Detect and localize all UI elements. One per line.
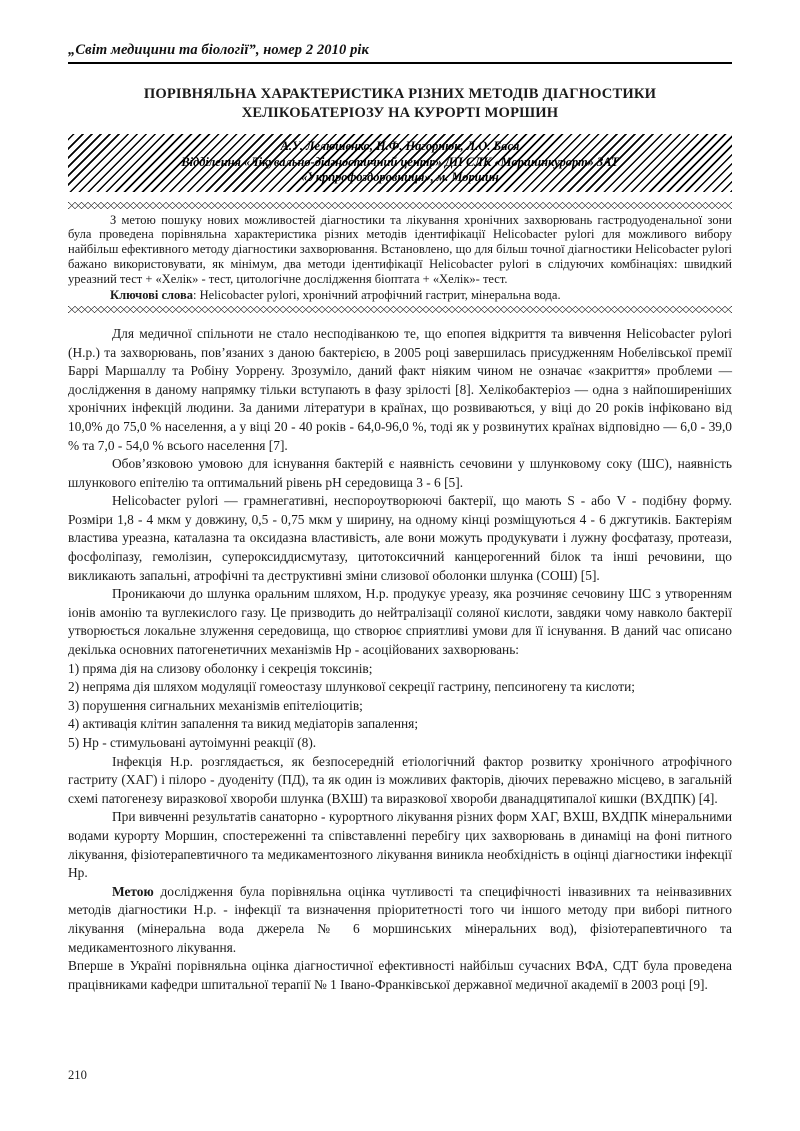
running-head: „Світ медицини та біології”, номер 2 2010 рік [68, 42, 369, 58]
authors-affiliation-text [68, 139, 732, 186]
author-list: А.У. Лелюшенко, Н.Ф. Нагорнюк, Л.О. Бася [280, 139, 520, 153]
abstract-text: З метою пошуку нових можливостей діагностики та лікування хронічних захворювань гастродуоденальної зони була проведена порівняльна характеристика різних методів ідентифікації Helicobacter pylori для можливого вибору найбільш ефективного методу діагностики захворювання. Встановлено, що для більш точної діагностики Helicobacter pylori бажано використовувати, як мінімум, два методи ідентифікації Helicobacter pylori в слідуючих комбінаціях: швидкий уреазний тест + «Хелік» - тест, цитологічне дослідження біоптата + «Хелік»- тест. [68, 212, 732, 287]
mechanism-list-item: 1) пряма дія на слизову оболонку і секреція токсинів; [68, 660, 373, 676]
page-number: 210 [68, 1068, 87, 1082]
body-paragraph: Helicobacter pylori — грамнегативні, неспороутворюючі бактерії, що мають S - або V - подібну форму. Розміри 1,8 - 4 мкм у довжину, 0,5 - 0,75 мкм у ширину, на одному кінці розміщуються 4 - 6 джгутиків. Бактеріям властива уреазна, каталазна та оксидазна властивість, але вони можуть продукувати і лужну фосфатазу, протеази, фосфоліпазу, гемолізин, супероксиддисмутазу, цитотоксичний канцерогенний білок та інші речовини, що викликають запальні, атрофічні та деструктивні зміни слизової оболонки шлунка (СОШ) [5]. [68, 493, 732, 583]
mechanism-list-item: 4) активація клітин запалення та викид медіаторів запалення; [68, 716, 419, 732]
mechanism-list-item: 5) Hp - стимульовані аутоімунні реакції (8). [68, 735, 317, 750]
header-rule [68, 62, 732, 64]
body-paragraph: Інфекція H.p. розглядається, як безпосередній етіологічний фактор розвитку хронічного атрофічного гастриту (ХАГ) і пілоро - дуоденіту (ПД), та як один із можливих факторів, діючих переважно місцево, в загальній схемі патогенезу виразкової хвороби шлунка (ВХШ) та виразкової хвороби дванадцятипалої кишки (ВХДПК) [4]. [68, 753, 732, 806]
page-content [68, 42, 732, 994]
abstract-bottom-separator [68, 306, 732, 313]
article-title-line-1: ПОРІВНЯЛЬНА ХАРАКТЕРИСТИКА РІЗНИХ МЕТОДІВ ДІАГНОСТИКИ [143, 86, 657, 102]
keywords-value: : Helicobacter pylori, хронічний атрофічний гастрит, мінеральна вода. [193, 288, 561, 303]
abstract-section [68, 209, 732, 306]
aim-text: дослідження була порівняльна оцінка чутливості та специфічності інвазивних та неінвазивних методів діагностики H.p. - інфекції та визначення пріоритетності того чи іншого методу при виборі питного лікування (мінеральна вода джерела № 6 моршинських мінеральних вод), фізіотерапевтичного та медикаментозного лікування. [68, 883, 732, 955]
aim-label: Метою [112, 883, 154, 899]
body-paragraph: При вивченні результатів санаторно - курортного лікування різних форм ХАГ, ВХШ, ВХДПК мінеральними водами курорту Моршин, спостереженні та співставленні перебігу цих захворювань в динаміці на фоні питного лікування, фізіотерапевтичного та медикаментозного лікування виникла необхідність в оцінці діагностики інфекції Hp. [68, 809, 732, 881]
body-paragraph: Для медичної спільноти не стало несподіванкою те, що епопея відкриття та вивчення Helicobacter pylori (H.p.) та захворювань, пов’язаних з даною бактерією, в 2005 році завершилась присудженням Нобелівської премії Баррі Маршаллу та Робіну Уоррену. Зрозуміло, даний факт ніяким чином не означає «закриття» проблеми — дослідження в даному напрямку тільки вступають в фазу зрілості [8]. Хелікобактеріоз — одна з найпоширеніших хронічних інфекцій людини. За даними літератури в країнах, що розвиваються, у віці до 20 років інфіковано від 10,0% до 75,0 % населення, а у віці 20 - 40 років - 64,0-96,0 %, тоді як у розвинутих країнах відповідно — 6,0 - 39,0 % та 7,0 - 54,0 % всього населення [7]. [68, 325, 732, 453]
authors-affiliation-block-hatched [68, 134, 732, 192]
affiliation-line-1: Відділення «Лікувально-діагностичний центр» ДП СЛК «Моршинкурорт» ЗАТ [181, 154, 619, 169]
keywords-label: Ключові слова [110, 288, 193, 303]
mechanism-list-item: 2) непряма дія шляхом модуляції гомеостазу шлункової секреції гастрину, пепсиногену та кислоти; [68, 679, 636, 695]
article-title [74, 85, 726, 123]
closing-paragraph: Вперше в Україні порівняльна оцінка діагностичної ефективності найбільш сучасних ВФА, СДТ була проведена працівниками кафедри шпитальної терапії № 1 Івано-Франківської державної медичної академії в 2003 році [9]. [68, 958, 732, 992]
mechanism-list-item: 3) порушення сигнальних механізмів епітеліоцитів; [68, 697, 363, 713]
article-title-line-2: ХЕЛІКОБАТЕРІОЗУ НА КУРОРТІ МОРШИН [241, 105, 559, 121]
keywords-line [68, 288, 732, 303]
abstract-top-separator [68, 202, 732, 209]
aim-paragraph [68, 883, 732, 957]
affiliation-line-2: «Укрпрофоздоровниця», м. Моршин [301, 170, 499, 184]
body-paragraph: Обов’язковою умовою для існування бактерій є наявність сечовини у шлунковому соку (ШС), наявність шлункового епітелію та оптимальний рівень pH середовища 3 - 6 [5]. [68, 456, 732, 490]
body-paragraph: Проникаючи до шлунка оральним шляхом, H.p. продукує уреазу, яка розчиняє сечовину ШС з утворенням іонів амонію та вуглекислого газу. Це призводить до нейтралізації соляної кислоти, завдяки чому навколо бактерії утворюється локальне злуження середовища, що створює сприятливі умови для її існування. В даний час описано декілька основних патогенетичних механізмів Hp - асоційованих захворювань: [68, 586, 732, 658]
article-body [68, 325, 732, 994]
